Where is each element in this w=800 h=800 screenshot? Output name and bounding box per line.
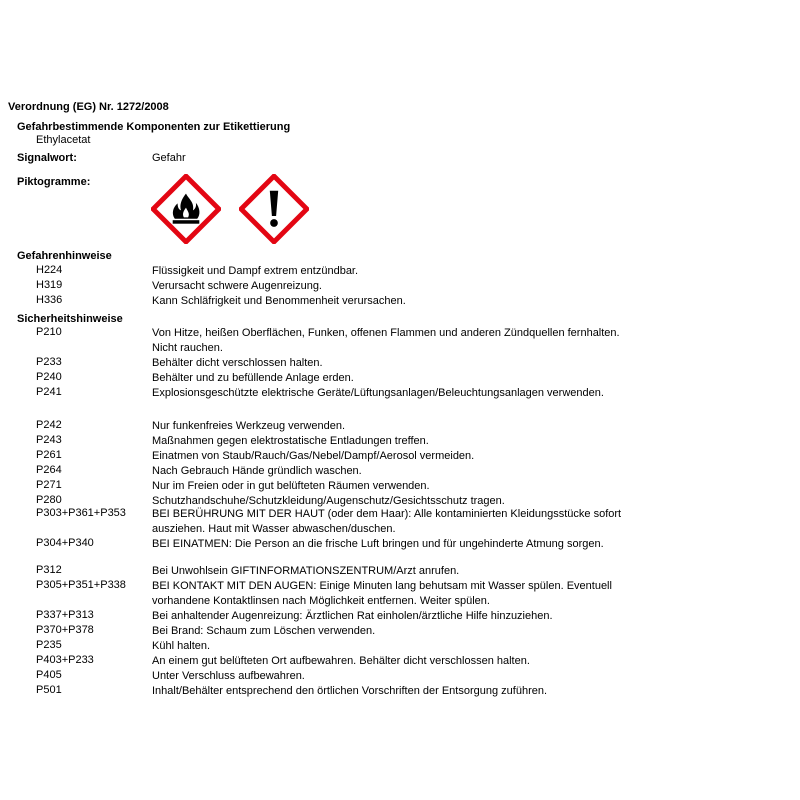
flame-icon xyxy=(151,174,221,244)
regulation-title: Verordnung (EG) Nr. 1272/2008 xyxy=(8,101,169,113)
precautionary-statement-code: P280 xyxy=(36,494,62,506)
signal-word-value: Gefahr xyxy=(152,152,186,164)
precautionary-statement-row xyxy=(0,356,800,371)
pictograms-label: Piktogramme: xyxy=(17,176,91,188)
precautionary-statement-row xyxy=(0,434,800,449)
precautionary-statement-code: P304+P340 xyxy=(36,537,94,549)
precautionary-statement-text: Nur im Freien oder in gut belüfteten Räumen verwenden. xyxy=(152,480,430,492)
precautionary-statement-row xyxy=(0,624,800,639)
precautionary-statement-row xyxy=(0,639,800,654)
precautionary-statement-code: P312 xyxy=(36,564,62,576)
precautionary-statement-row xyxy=(0,419,800,434)
precautionary-statement-row xyxy=(0,464,800,479)
hazard-statement-row xyxy=(0,264,800,279)
precautionary-statement-row xyxy=(0,386,800,401)
precautionary-statement-row xyxy=(0,479,800,494)
precautionary-statement-text: Schutzhandschuhe/Schutzkleidung/Augenschutz/Gesichtsschutz tragen. xyxy=(152,495,505,507)
precautionary-statement-text: Kühl halten. xyxy=(152,640,211,652)
precautionary-statement-code: P370+P378 xyxy=(36,624,94,636)
precautionary-statement-text: Bei anhaltender Augenreizung: Ärztlichen Rat einholen/ärztliche Hilfe hinzuziehen. xyxy=(152,610,553,622)
precautionary-statement-code: P501 xyxy=(36,684,62,696)
precautionary-statement-row xyxy=(0,669,800,684)
signal-word-label: Signalwort: xyxy=(17,152,77,164)
hazard-statement-code: H319 xyxy=(36,279,63,291)
precautionary-statement-text: Behälter und zu befüllende Anlage erden. xyxy=(152,372,354,384)
precautionary-statement-text: Unter Verschluss aufbewahren. xyxy=(152,670,305,682)
precautionary-statement-text: BEI BERÜHRUNG MIT DER HAUT (oder dem Haar): Alle kontaminierten Kleidungsstücke sofort ausziehen. Haut mit Wasser abwaschen/duschen. xyxy=(152,508,622,535)
hazard-statement-text: Verursacht schwere Augenreizung. xyxy=(152,280,322,292)
precautionary-statement-text: An einem gut belüfteten Ort aufbewahren. Behälter dicht verschlossen halten. xyxy=(152,655,530,667)
hazard-statements-title: Gefahrenhinweise xyxy=(17,250,112,262)
precautionary-statement-code: P261 xyxy=(36,449,62,461)
precautionary-statement-code: P403+P233 xyxy=(36,654,94,666)
precautionary-statement-text: Bei Unwohlsein GIFTINFORMATIONSZENTRUM/Arzt anrufen. xyxy=(152,565,460,577)
precautionary-statement-code: P305+P351+P338 xyxy=(36,579,126,591)
precautionary-statement-row xyxy=(0,684,800,699)
components-value: Ethylacetat xyxy=(36,134,91,146)
precautionary-statement-text: Explosionsgeschützte elektrische Geräte/Lüftungsanlagen/Beleuchtungsanlagen verwenden. xyxy=(152,387,604,399)
precautionary-statement-code: P337+P313 xyxy=(36,609,94,621)
precautionary-statement-row xyxy=(0,449,800,464)
precautionary-statement-code: P210 xyxy=(36,326,62,338)
hazard-statement-code: H336 xyxy=(36,294,63,306)
precautionary-statement-row xyxy=(0,579,800,607)
precautionary-statement-text: Einatmen von Staub/Rauch/Gas/Nebel/Dampf/Aerosol vermeiden. xyxy=(152,450,475,462)
hazard-statement-text: Flüssigkeit und Dampf extrem entzündbar. xyxy=(152,265,359,277)
exclamation-mark-icon xyxy=(239,174,309,244)
precautionary-statement-code: P303+P361+P353 xyxy=(36,507,126,519)
precautionary-statement-row xyxy=(0,654,800,669)
precautionary-statement-code: P271 xyxy=(36,479,62,491)
precautionary-statement-code: P241 xyxy=(36,386,62,398)
precautionary-statement-code: P233 xyxy=(36,356,62,368)
precautionary-statement-code: P235 xyxy=(36,639,62,651)
precautionary-statement-text: Maßnahmen gegen elektrostatische Entladungen treffen. xyxy=(152,435,429,447)
precautionary-statement-row xyxy=(0,609,800,624)
precautionary-statement-row xyxy=(0,507,800,535)
precautionary-statement-text: Inhalt/Behälter entsprechend den örtlichen Vorschriften der Entsorgung zuführen. xyxy=(152,685,548,697)
precautionary-statement-code: P243 xyxy=(36,434,62,446)
precautionary-statement-row xyxy=(0,326,800,354)
precautionary-statements-title: Sicherheitshinweise xyxy=(17,313,123,325)
hazard-statement-text: Kann Schläfrigkeit und Benommenheit verursachen. xyxy=(152,295,406,307)
precautionary-statement-code: P405 xyxy=(36,669,62,681)
precautionary-statement-row xyxy=(0,564,800,579)
precautionary-statement-text: Bei Brand: Schaum zum Löschen verwenden. xyxy=(152,625,376,637)
hazard-statement-row xyxy=(0,294,800,309)
precautionary-statement-text: BEI KONTAKT MIT DEN AUGEN: Einige Minuten lang behutsam mit Wasser spülen. Eventuell vorhandene Kontaktlinsen nach Möglichkeit entfernen. Weiter spülen. xyxy=(152,580,612,607)
precautionary-statement-code: P242 xyxy=(36,419,62,431)
precautionary-statement-text: Nur funkenfreies Werkzeug verwenden. xyxy=(152,420,346,432)
precautionary-statement-code: P264 xyxy=(36,464,62,476)
hazard-statement-code: H224 xyxy=(36,264,63,276)
precautionary-statement-text: BEI EINATMEN: Die Person an die frische Luft bringen und für ungehinderte Atmung sorgen. xyxy=(152,538,604,550)
precautionary-statement-code: P240 xyxy=(36,371,62,383)
precautionary-statement-row xyxy=(0,537,800,552)
precautionary-statement-text: Nach Gebrauch Hände gründlich waschen. xyxy=(152,465,362,477)
hazard-statement-row xyxy=(0,279,800,294)
precautionary-statement-row xyxy=(0,371,800,386)
precautionary-statement-text: Behälter dicht verschlossen halten. xyxy=(152,357,323,369)
precautionary-statement-text: Von Hitze, heißen Oberflächen, Funken, offenen Flammen und anderen Zündquellen fernhalten. Nicht rauchen. xyxy=(152,327,620,354)
components-title: Gefahrbestimmende Komponenten zur Etikettierung xyxy=(17,121,291,133)
